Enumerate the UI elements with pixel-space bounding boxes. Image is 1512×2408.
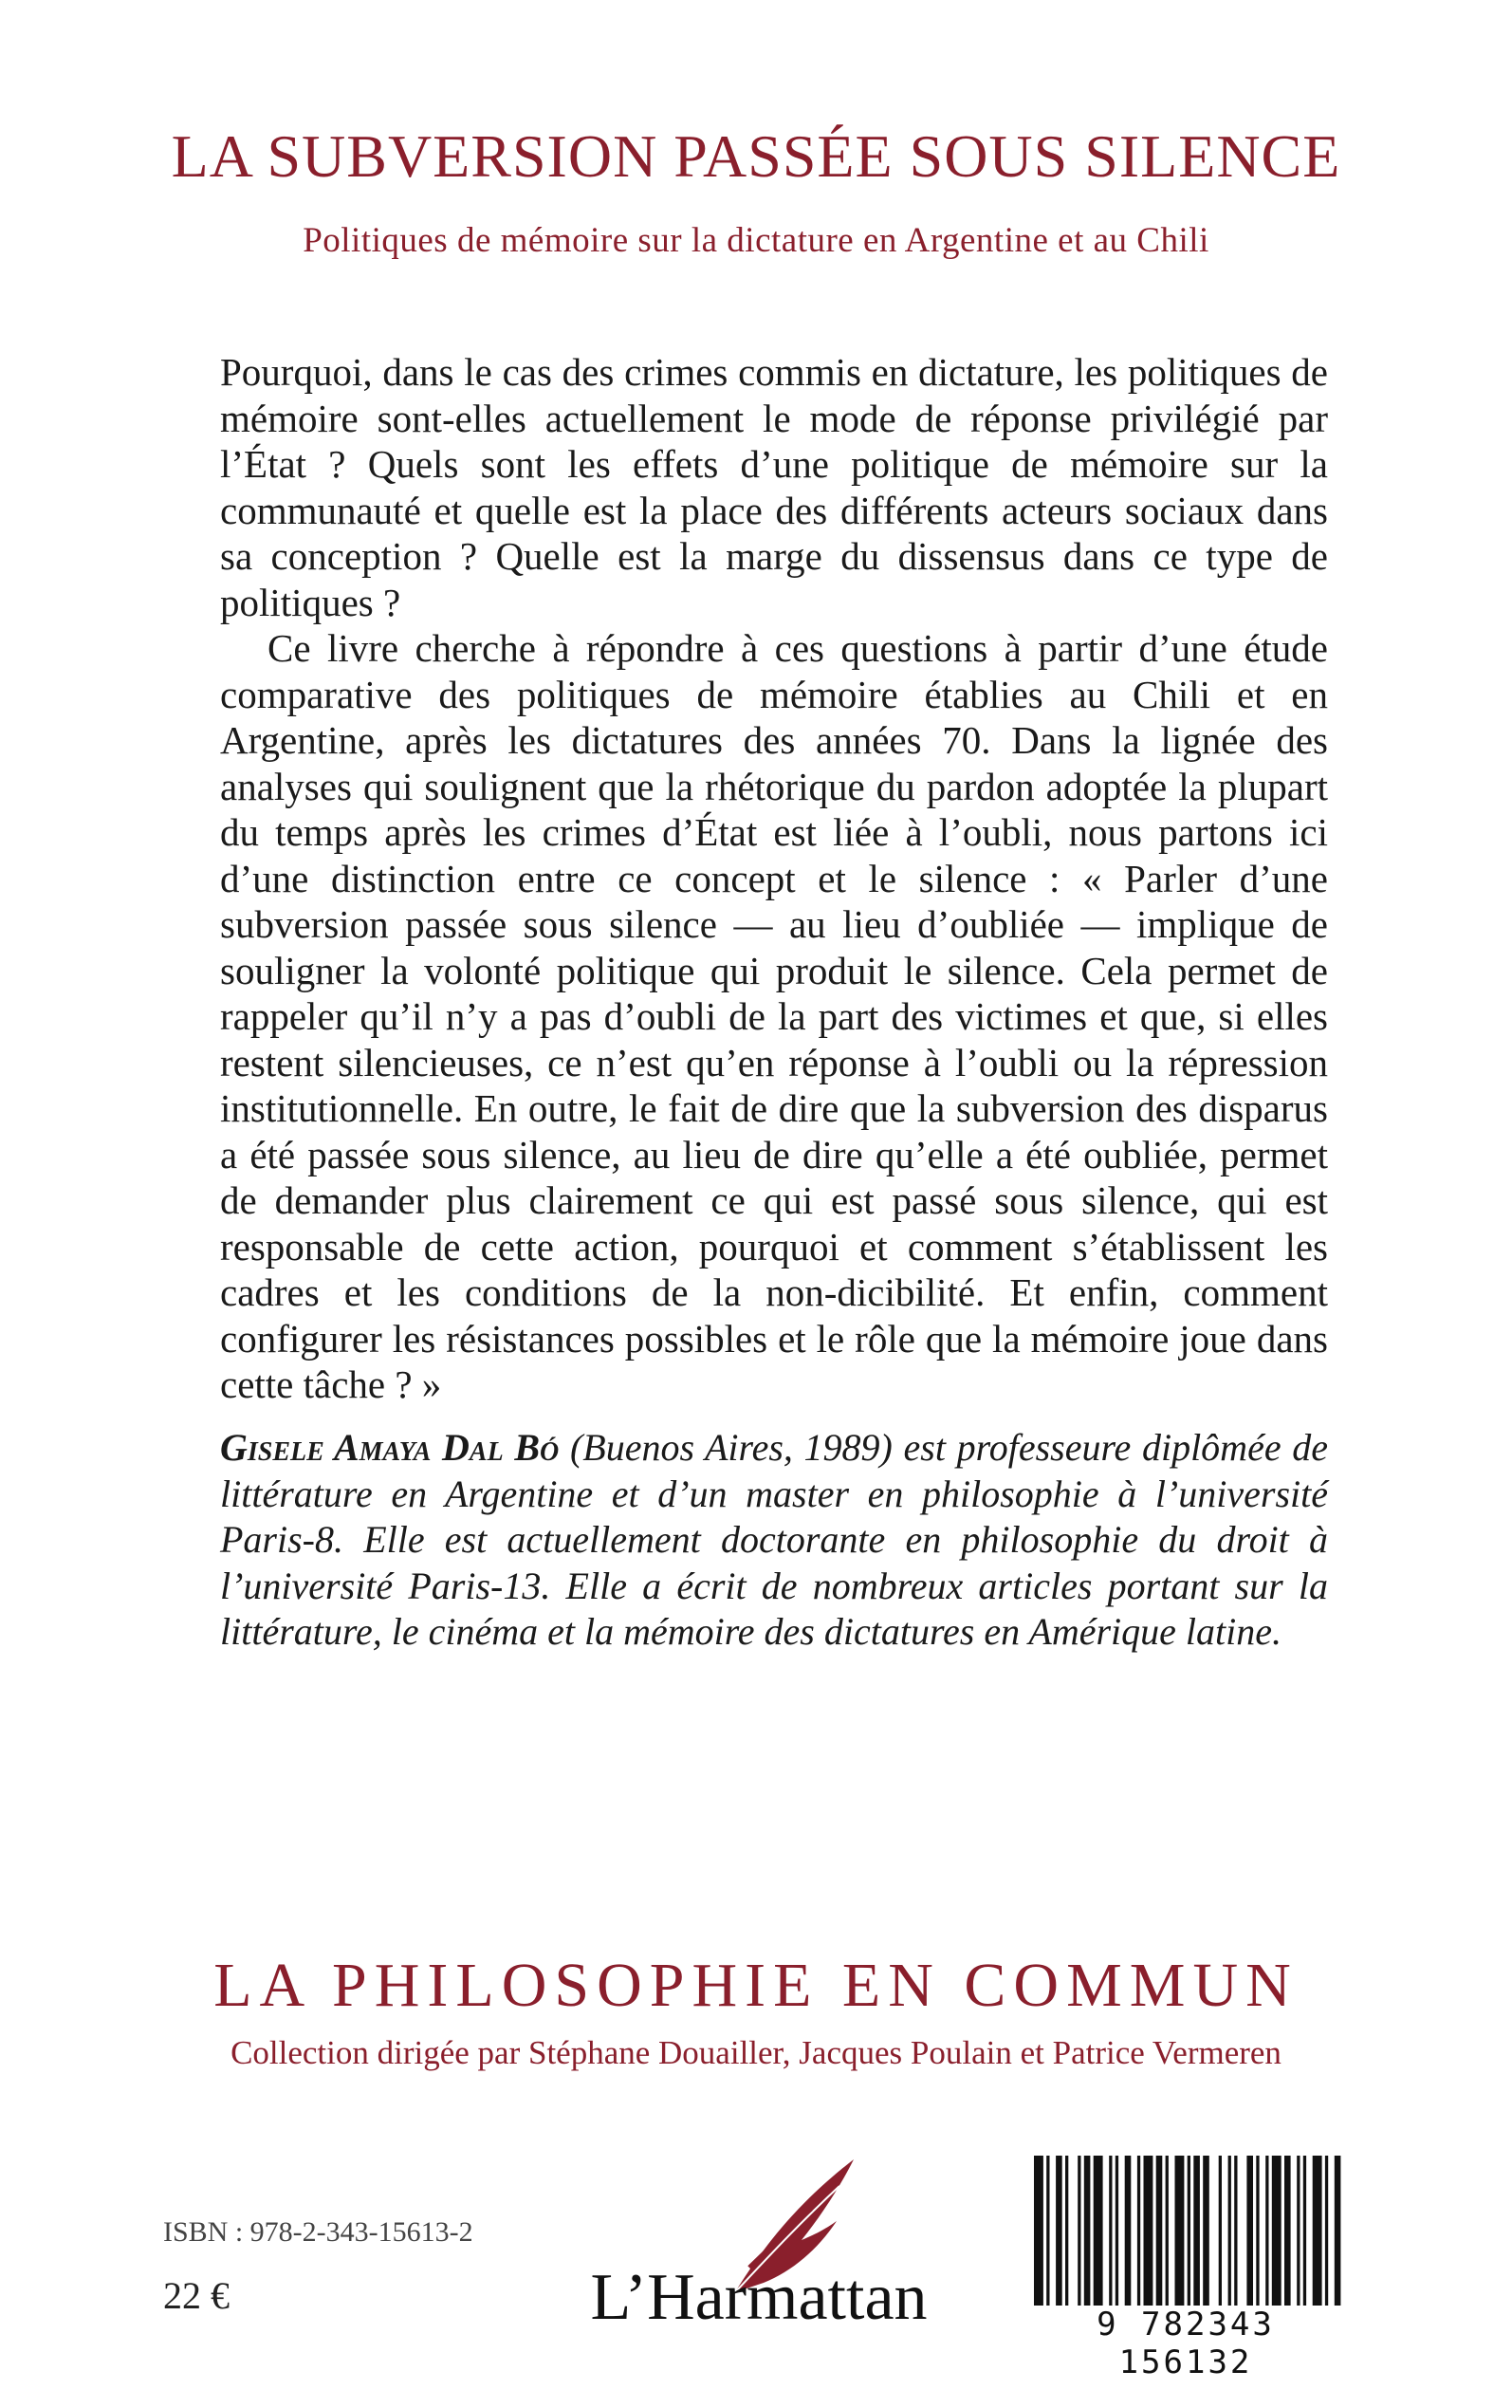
author-name: Gisele Amaya Dal Bó	[220, 1426, 560, 1469]
collection-editors: Collection dirigée par Stéphane Douailler, Jacques Poulain et Patrice Vermeren	[230, 2034, 1282, 2071]
summary-text	[220, 349, 1328, 1408]
price: 22 €	[163, 2274, 230, 2317]
author-bio-text: (Buenos Aires, 1989) est professeure diplômée de littérature en Argentine et d’un master en philosophie à l’université Paris-8. Elle est actuellement doctorante en philosophie du droit à l’université Paris-13. Elle a écrit de nombreux articles portant sur la littérature, le cinéma et la mémoire des dictatures en Amérique latine.	[220, 1426, 1328, 1653]
author-bio	[220, 1425, 1328, 1656]
collection-name: LA PHILOSOPHIE EN COMMUN	[213, 1951, 1299, 2020]
barcode-bars	[1030, 2156, 1341, 2323]
isbn-barcode	[1030, 2156, 1341, 2381]
book-subtitle: Politiques de mémoire sur la dictature en Argentine et au Chili	[303, 221, 1209, 260]
summary-paragraph-2: Ce livre cherche à répondre à ces questions à partir d’une étude comparative des politiques de mémoire établies au Chili et en Argentine, après les dictatures des années 70. Dans la lignée des analyses qui soulignent que la rhétorique du pardon adoptée la plupart du temps après les crimes d’État est liée à l’oubli, nous partons ici d’une distinction entre ce concept et le silence : « Parler d’une subversion passée sous silence — au lieu d’oubliée — implique de souligner la volonté politique qui produit le silence. Cela permet de rappeler qu’il n’y a pas d’oubli de la part des victimes et que, si elles restent silencieuses, ce n’est qu’en réponse à l’oubli ou la répression institutionnelle. En outre, le fait de dire que la subversion des disparus a été passée sous silence, au lieu de dire qu’elle a été oubliée, permet de demander plus clairement ce qui est passé sous silence, qui est responsable de cette action, pourquoi et comment s’établissent les cadres et les conditions de la non-dicibilité. Et enfin, comment configurer les résistances possibles et le rôle que la mémoire joue dans cette tâche ? »	[220, 626, 1328, 1406]
publisher-name: L’Harmattan	[590, 2261, 928, 2334]
barcode-digits: 9 782343 156132	[1030, 2306, 1341, 2381]
isbn: ISBN : 978-2-343-15613-2	[163, 2216, 473, 2248]
summary-paragraph-1: Pourquoi, dans le cas des crimes commis en dictature, les politiques de mémoire sont-elles actuellement le mode de réponse privilégié par l’État ? Quels sont les effets d’une politique de mémoire sur la communauté et quelle est la place des différents acteurs sociaux dans sa conception ? Quelle est la marge du dissensus dans ce type de politiques ?	[220, 350, 1328, 624]
publisher-logo	[569, 2150, 949, 2349]
book-title: LA SUBVERSION PASSÉE SOUS SILENCE	[171, 122, 1341, 190]
